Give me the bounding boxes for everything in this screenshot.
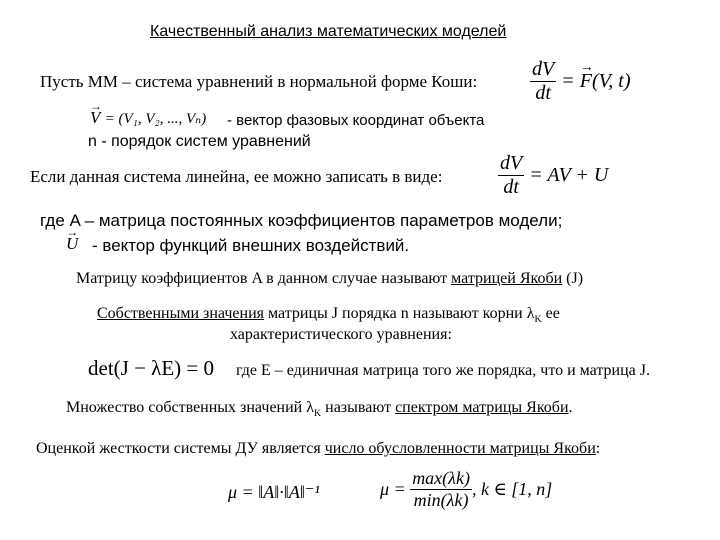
identity-matrix-text: где E – единичная матрица того же порядка, что и матрица J. [236, 362, 651, 379]
linear-num: dV [500, 152, 523, 174]
u-vector-symbol [66, 234, 78, 254]
mu2-num: max(λk) [412, 468, 470, 488]
eigenvalues-definition [97, 305, 560, 325]
mu2-range: , k ∈ [1, n] [471, 479, 553, 499]
cauchy-intro-text: Пусть ММ – система уравнений в нормальной форме Коши: [40, 72, 478, 91]
eigenvalues-sub: K [534, 314, 542, 326]
characteristic-equation: det(J − λE) = 0 [88, 356, 215, 380]
condition-number-definition [36, 440, 600, 458]
order-text: n - порядок систем уравнений [88, 133, 311, 150]
jacobi-suffix: (J) [562, 270, 584, 287]
mu2-den: min(λk) [413, 490, 469, 510]
phase-vector-text: - вектор фазовых координат объекта [227, 112, 485, 129]
condition-end: : [595, 440, 601, 457]
characteristic-text: характеристического уравнения: [230, 326, 452, 343]
cauchy-num: dV [532, 58, 555, 80]
vector-components: = (V₁, V₂, ..., Vₙ) [104, 111, 207, 127]
linear-den: dt [503, 176, 519, 198]
cauchy-args: V, t [598, 70, 624, 92]
vector-V: → V [90, 108, 100, 128]
eigenvalues-end: ее [541, 305, 560, 322]
linear-intro-text: Если данная система линейна, ее можно записать в виде: [30, 167, 443, 186]
spectrum-sub: K [313, 408, 322, 420]
eigenvalues-term: Собственными значения [97, 305, 265, 322]
external-vector-text: - вектор функций внешних воздействий. [92, 236, 410, 255]
linear-formula [498, 152, 608, 199]
spectrum-end: . [568, 399, 573, 416]
matrix-a-text: где A – матрица постоянных коэффициентов параметров модели; [40, 211, 563, 230]
condition-prefix: Оценкой жесткости системы ДУ является [36, 440, 325, 457]
jacobi-prefix: Матрицу коэффициентов A в данном случае называют [76, 270, 452, 287]
cauchy-F: → F [580, 70, 592, 93]
eigenvalues-rest: матрицы J порядка n называют корни λ [264, 305, 535, 322]
condition-number-term: число обусловленности матрицы Якоби [324, 440, 596, 457]
u-symbol: → U [66, 234, 78, 254]
page-title: Качественный анализ математических моделей [150, 23, 507, 40]
vector-definition [90, 108, 206, 128]
spectrum-term: спектром матрицы Якоби [395, 399, 569, 416]
mu2-lhs: μ = [380, 479, 406, 499]
jacobi-definition [76, 270, 583, 288]
spectrum-mid: называют [321, 399, 396, 416]
cauchy-formula: $\frac{dV}{dt}$ = → F(V, t) [530, 58, 630, 105]
spectrum-prefix: Множество собственных значений λ [66, 399, 314, 416]
jacobi-matrix-term: матрицей Якоби [451, 270, 563, 287]
cauchy-den: dt [535, 82, 551, 104]
condition-formula-ratio [380, 468, 552, 511]
condition-formula-norm: μ = ‖A‖·‖A‖⁻¹ [228, 482, 320, 502]
spectrum-definition [66, 399, 573, 419]
linear-rhs: = AV + U [529, 164, 609, 186]
